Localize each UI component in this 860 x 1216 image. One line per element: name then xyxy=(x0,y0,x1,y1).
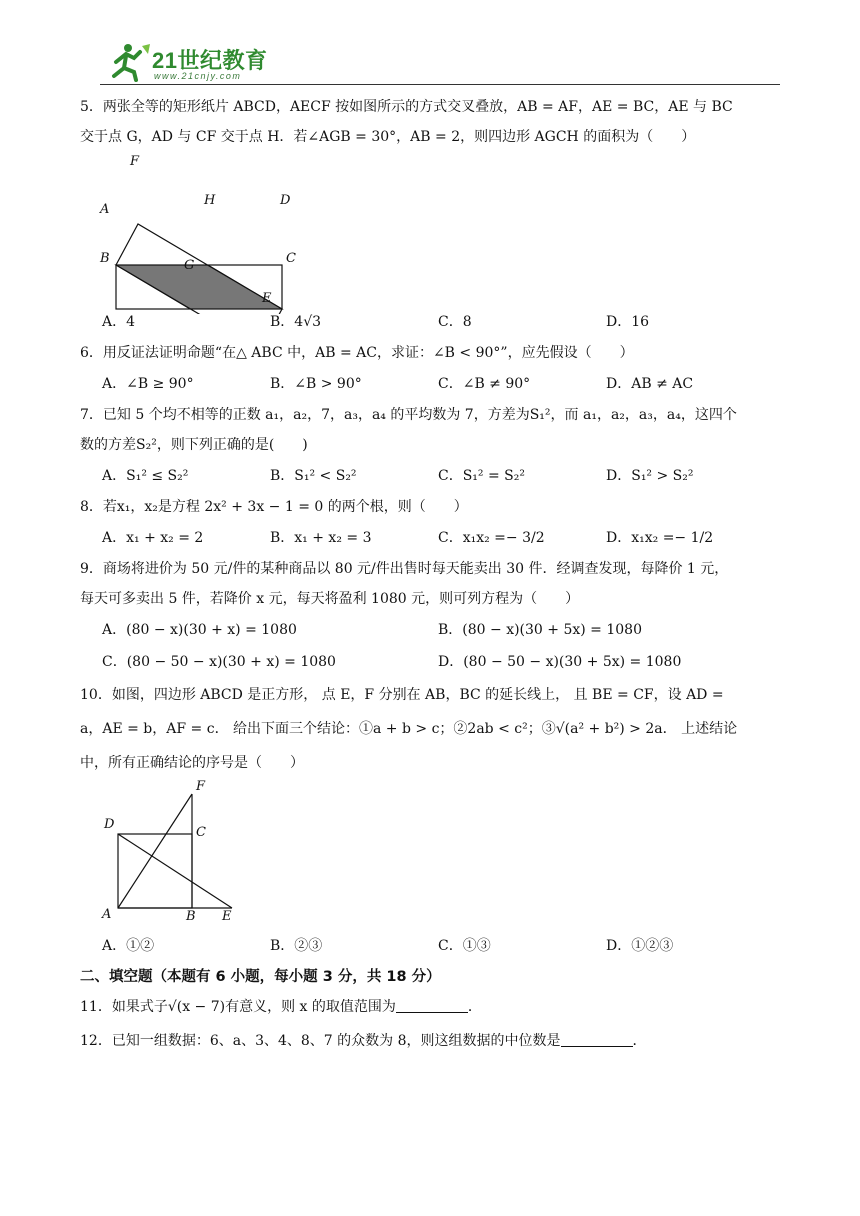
question-11-end: ． xyxy=(467,999,482,1015)
question-5-figure xyxy=(80,152,785,312)
question-11-text: 11．如果式子√(x − 7)有意义，则 x 的取值范围为 xyxy=(80,999,396,1015)
question-12 xyxy=(80,1026,785,1056)
square-diagram xyxy=(94,780,274,930)
runner-icon xyxy=(106,42,152,82)
q6-option-d[interactable]: D．AB ≠ AC xyxy=(606,376,694,392)
q6-option-c[interactable]: C．∠B ≠ 90° xyxy=(438,376,531,392)
label-E5: E xyxy=(262,291,272,306)
label-B: B xyxy=(186,909,196,924)
q10-option-d[interactable]: D．①②③ xyxy=(606,938,674,954)
rectangles-diagram xyxy=(96,154,336,314)
question-10-options xyxy=(80,930,785,962)
q8-option-d[interactable]: D．x₁x₂ =− 1/2 xyxy=(606,530,714,546)
label-F: F xyxy=(196,779,206,794)
question-10-figure xyxy=(80,780,785,930)
question-10-line-2: a，AE = b，AF = c． 给出下面三个结论：①a + b > c；②2ab < c²；③√(a² + b²) > 2a． 上述结论 xyxy=(80,721,738,737)
q5-option-b[interactable]: B．4√3 xyxy=(270,314,322,330)
page-header xyxy=(100,40,780,90)
question-10-line-1: 10．如图，四边形 ABCD 是正方形， 点 E，F 分别在 AB，BC 的延长线上， 且 BE = CF，设 AD = xyxy=(80,687,724,703)
q10-option-c[interactable]: C．①③ xyxy=(438,938,491,954)
question-5-line-1: 5．两张全等的矩形纸片 ABCD，AECF 按如图所示的方式交叉叠放，AB = AF，AE = BC，AE 与 BC xyxy=(80,99,733,115)
question-8: 8．若x₁，x₂是方程 2x² + 3x − 1 = 0 的两个根，则（ ） xyxy=(80,499,468,515)
question-7-line-2: 数的方差S₂²，则下列正确的是( ) xyxy=(80,437,308,453)
label-C: C xyxy=(196,825,206,840)
question-9-options xyxy=(80,614,785,678)
question-6-options xyxy=(80,368,785,400)
question-7-line-1: 7．已知 5 个均不相等的正数 a₁，a₂，7，a₃，a₄ 的平均数为 7，方差为S₁²，而 a₁，a₂，a₃，a₄，这四个 xyxy=(80,407,737,423)
q6-option-a[interactable]: A．∠B ≥ 90° xyxy=(102,376,194,392)
label-D: D xyxy=(104,817,115,832)
q8-option-a[interactable]: A．x₁ + x₂ = 2 xyxy=(102,530,204,546)
q10-option-a[interactable]: A．①② xyxy=(102,938,155,954)
q8-option-b[interactable]: B．x₁ + x₂ = 3 xyxy=(270,530,372,546)
question-12-text: 12．已知一组数据：6、a、3、4、8、7 的众数为 8，则这组数据的中位数是 xyxy=(80,1033,561,1049)
label-A: A xyxy=(102,907,112,922)
label-C5: C xyxy=(286,251,296,266)
q5-option-a[interactable]: A．4 xyxy=(102,314,136,330)
question-7-options xyxy=(80,460,785,492)
q7-option-c[interactable]: C．S₁² = S₂² xyxy=(438,468,525,484)
q9-option-c[interactable]: C．(80 − 50 − x)(30 + x) = 1080 xyxy=(102,654,336,670)
question-10-line-3: 中，所有正确结论的序号是（ ） xyxy=(80,755,304,771)
q9-option-a[interactable]: A．(80 − x)(30 + x) = 1080 xyxy=(102,622,297,638)
q11-answer-blank[interactable] xyxy=(396,996,468,1013)
label-F5: F xyxy=(130,154,140,169)
question-12-end: ． xyxy=(632,1033,647,1049)
label-E: E xyxy=(222,909,232,924)
q12-answer-blank[interactable] xyxy=(561,1030,633,1047)
question-9-line-1: 9．商场将进价为 50 元/件的某种商品以 80 元/件出售时每天能卖出 30 件．经调查发现，每降价 1 元， xyxy=(80,561,729,577)
header-divider xyxy=(100,84,780,85)
label-H5: H xyxy=(204,193,216,208)
q6-option-b[interactable]: B．∠B > 90° xyxy=(270,376,362,392)
q5-option-d[interactable]: D．16 xyxy=(606,314,650,330)
q7-option-b[interactable]: B．S₁² < S₂² xyxy=(270,468,357,484)
section-2-title: 二、填空题（本题有 6 小题，每小题 3 分，共 18 分） xyxy=(80,969,441,985)
q7-option-d[interactable]: D．S₁² > S₂² xyxy=(606,468,694,484)
question-9-line-2: 每天可多卖出 5 件，若降价 x 元，每天将盈利 1080 元，则可列方程为（ ） xyxy=(80,591,580,607)
q10-option-b[interactable]: B．②③ xyxy=(270,938,323,954)
logo-url: www.21cnjy.com xyxy=(154,71,242,81)
label-A5: A xyxy=(100,202,110,217)
question-5-line-2: 交于点 G，AD 与 CF 交于点 H．若∠AGB = 30°，AB = 2，则四边形 AGCH 的面积为（ ） xyxy=(80,129,696,145)
question-11 xyxy=(80,992,785,1022)
label-G5: G xyxy=(184,258,195,273)
logo-text: 21世纪教育 xyxy=(152,48,268,73)
q9-option-b[interactable]: B．(80 − x)(30 + 5x) = 1080 xyxy=(438,622,642,638)
label-D5: D xyxy=(280,193,291,208)
q7-option-a[interactable]: A．S₁² ≤ S₂² xyxy=(102,468,189,484)
q5-option-c[interactable]: C．8 xyxy=(438,314,472,330)
q8-option-c[interactable]: C．x₁x₂ =− 3/2 xyxy=(438,530,545,546)
question-8-options xyxy=(80,522,785,554)
question-content xyxy=(80,88,785,1056)
q9-option-d[interactable]: D．(80 − 50 − x)(30 + 5x) = 1080 xyxy=(438,654,682,670)
question-6: 6．用反证法证明命题“在△ ABC 中，AB = AC，求证：∠B < 90°”，应先假设（ ） xyxy=(80,345,634,361)
label-B5: B xyxy=(100,251,110,266)
